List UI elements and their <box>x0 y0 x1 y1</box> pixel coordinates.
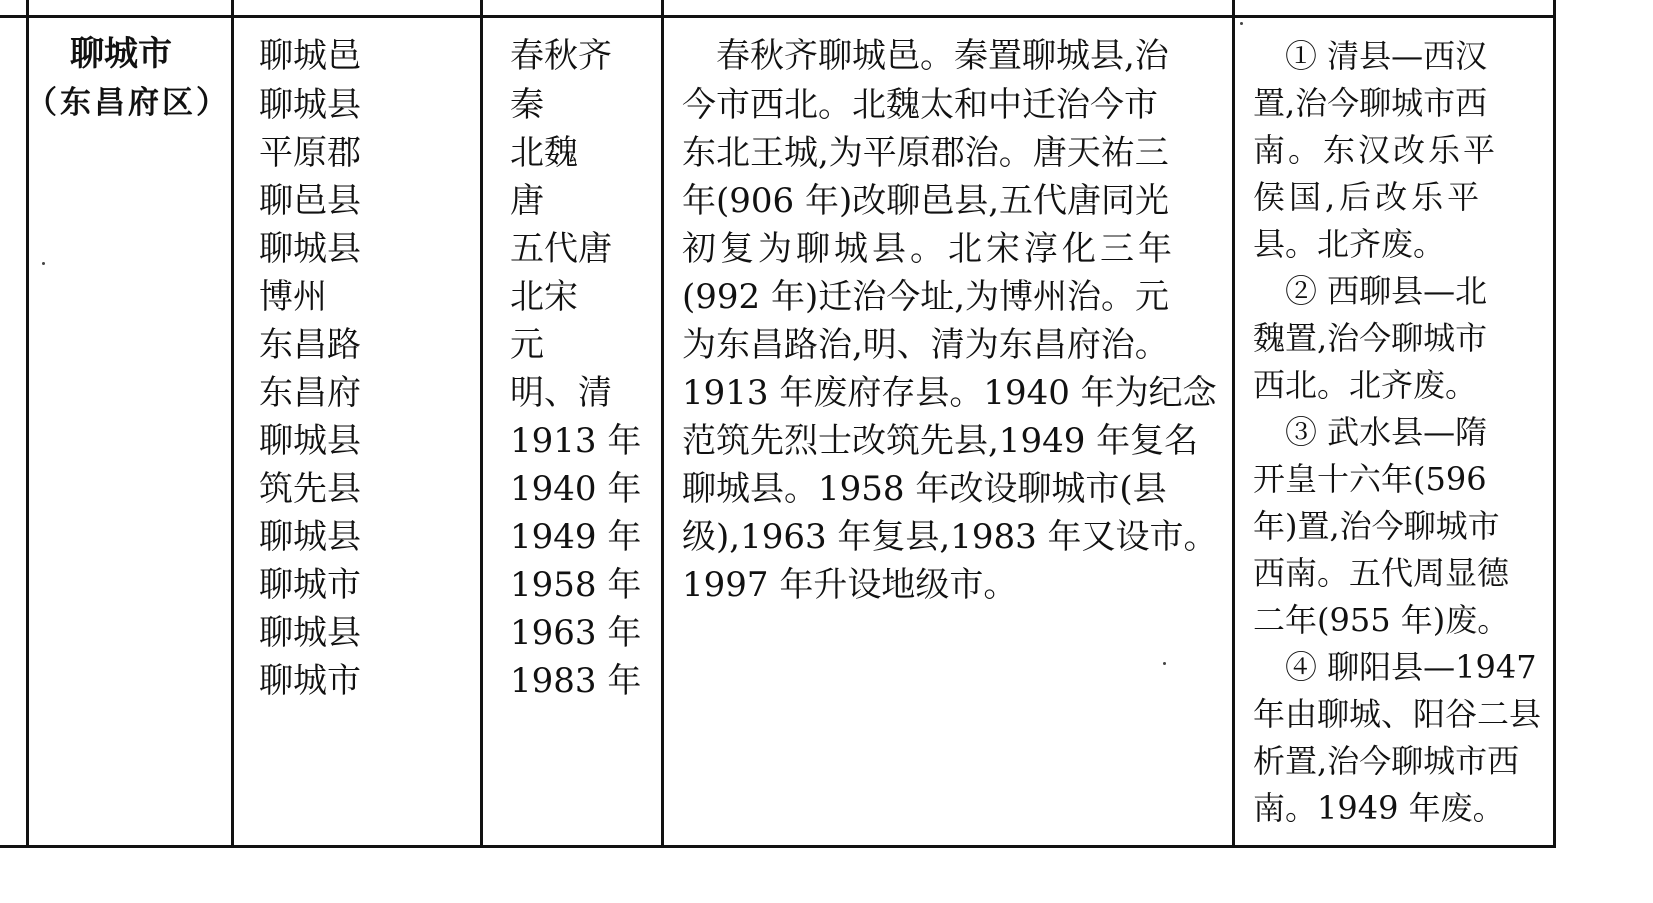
description-line: 东北王城,为平原郡治。唐天祐三 <box>682 133 1169 173</box>
history-name: 聊城县 <box>259 517 361 557</box>
table-border-right <box>1553 0 1556 848</box>
history-era: 春秋齐 <box>510 36 612 76</box>
history-era: 北宋 <box>510 277 578 317</box>
note-line: 南。1949 年废。 <box>1253 789 1505 827</box>
history-name: 东昌府 <box>259 373 361 413</box>
description-line: 1913 年废府存县。1940 年为纪念 <box>682 373 1217 413</box>
history-name: 聊城市 <box>259 661 361 701</box>
history-name: 聊城县 <box>259 421 361 461</box>
history-era: 1958 年 <box>510 565 642 605</box>
note-line: 魏置,治今聊城市 <box>1253 319 1488 357</box>
note-line: ① 清县—西汉 <box>1253 37 1488 75</box>
history-name: 聊城县 <box>259 85 361 125</box>
note-line: ② 西聊县—北 <box>1253 272 1488 310</box>
history-era: 1940 年 <box>510 469 642 509</box>
history-name: 聊城县 <box>259 613 361 653</box>
note-line: 开皇十六年(596 <box>1253 460 1487 498</box>
note-line: 析置,治今聊城市西 <box>1253 742 1520 780</box>
note-line: 置,治今聊城市西 <box>1253 84 1488 122</box>
description-line: 级),1963 年复县,1983 年又设市。 <box>682 517 1218 557</box>
note-line: ③ 武水县—隋 <box>1253 413 1488 451</box>
description-line: 今市西北。北魏太和中迁治今市 <box>682 85 1158 125</box>
history-era: 1913 年 <box>510 421 642 461</box>
history-era: 1963 年 <box>510 613 642 653</box>
region-name: 聊城市 <box>70 34 172 74</box>
history-era: 五代唐 <box>510 229 612 269</box>
note-line: 二年(955 年)废。 <box>1253 601 1510 639</box>
note-line: 侯国,后改乐平 <box>1253 178 1484 216</box>
history-era: 1949 年 <box>510 517 642 557</box>
description-line: 为东昌路治,明、清为东昌府治。 <box>682 325 1169 365</box>
history-era: 明、清 <box>510 373 612 413</box>
description-line: 春秋齐聊城邑。秦置聊城县,治 <box>682 36 1169 76</box>
description-line: (992 年)迁治今址,为博州治。元 <box>682 277 1170 317</box>
history-name: 聊城县 <box>259 229 361 269</box>
note-line: 西北。北齐废。 <box>1253 366 1478 404</box>
note-line: ④ 聊阳县—1947 <box>1253 648 1537 686</box>
scan-speck <box>42 262 45 265</box>
description-line: 初复为聊城县。北宋淳化三年 <box>682 229 1176 269</box>
history-era: 北魏 <box>510 133 578 173</box>
description-line: 范筑先烈士改筑先县,1949 年复名 <box>682 421 1199 461</box>
history-name: 东昌路 <box>259 325 361 365</box>
scan-speck <box>1240 22 1243 25</box>
history-name: 聊邑县 <box>259 181 361 221</box>
column-divider-2 <box>480 0 483 848</box>
history-era: 元 <box>510 325 544 365</box>
description-line: 聊城县。1958 年改设聊城市(县 <box>682 469 1167 509</box>
column-divider-1 <box>231 0 234 848</box>
history-era: 秦 <box>510 85 544 125</box>
description-line: 年(906 年)改聊邑县,五代唐同光 <box>682 181 1170 221</box>
history-name: 聊城邑 <box>259 36 361 76</box>
history-era: 唐 <box>510 181 544 221</box>
note-line: 年由聊城、阳谷二县 <box>1253 695 1542 733</box>
history-era: 1983 年 <box>510 661 642 701</box>
column-divider-3 <box>661 0 664 848</box>
history-name: 平原郡 <box>259 133 361 173</box>
note-line: 年)置,治今聊城市 <box>1253 507 1500 545</box>
scan-speck <box>1163 662 1166 665</box>
region-note: （东昌府区） <box>26 85 230 121</box>
history-name: 筑先县 <box>259 469 361 509</box>
row-top-border <box>0 15 1556 18</box>
history-name: 博州 <box>259 277 327 317</box>
note-line: 县。北齐废。 <box>1253 225 1446 263</box>
description-line: 1997 年升设地级市。 <box>682 565 1018 605</box>
note-line: 西南。五代周显德 <box>1253 554 1510 592</box>
column-divider-4 <box>1232 0 1235 848</box>
table-bottom-border <box>0 845 1556 848</box>
note-line: 南。东汉改乐平 <box>1253 131 1499 169</box>
history-name: 聊城市 <box>259 565 361 605</box>
